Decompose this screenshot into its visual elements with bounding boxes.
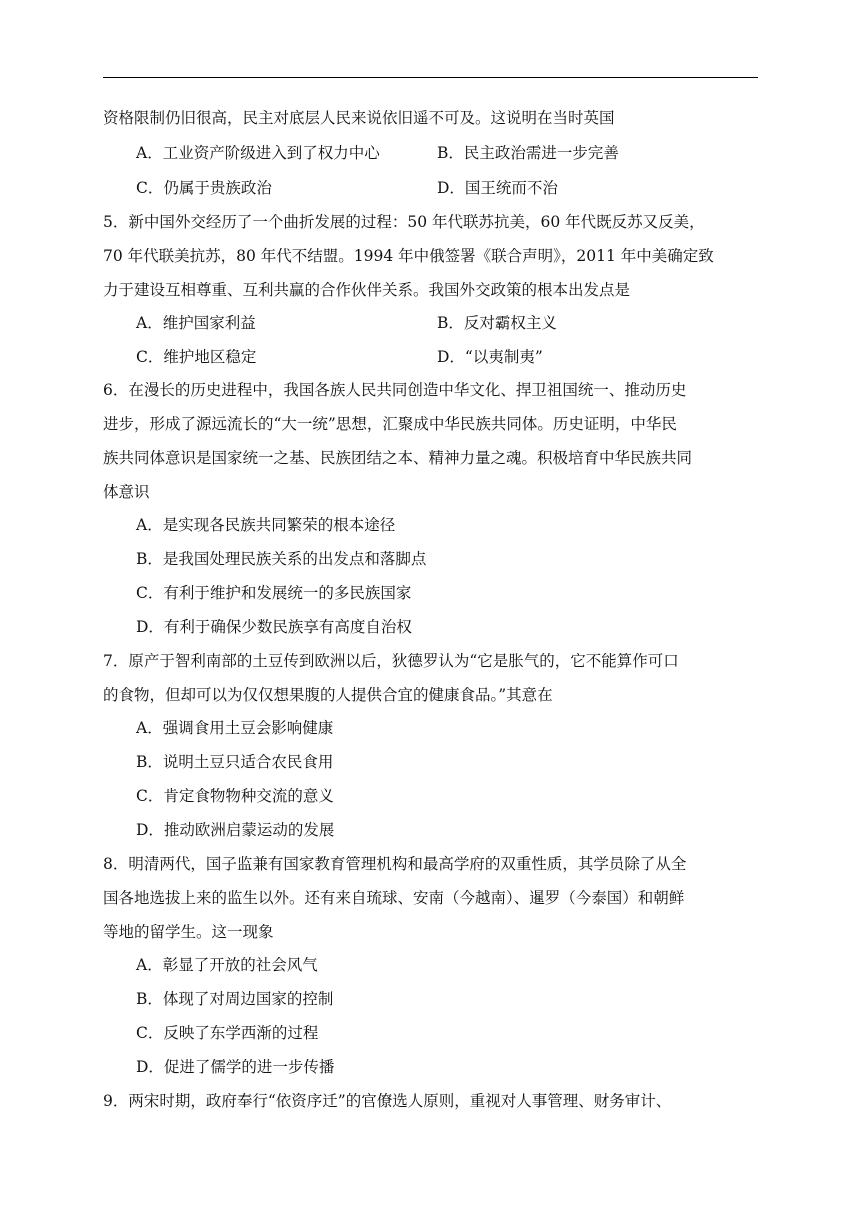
q5-stem-line: 70 年代联美抗苏，80 年代不结盟。1994 年中俄签署《联合声明》，2011 年中美确定致 <box>103 247 714 265</box>
q7-option-c: C．肯定食物物种交流的意义 <box>136 787 334 805</box>
q5-stem-line: 5．新中国外交经历了一个曲折发展的过程：50 年代联苏抗美，60 年代既反苏又反美， <box>103 213 705 231</box>
q5-option-b: B．反对霸权主义 <box>437 314 557 332</box>
q5-option-a: A．维护国家利益 <box>136 314 256 332</box>
q6-stem-line: 族共同体意识是国家统一之基、民族团结之本、精神力量之魂。积极培育中华民族共同 <box>103 449 693 467</box>
q8-option-a: A．彰显了开放的社会风气 <box>136 956 318 974</box>
q4-option-b: B．民主政治需进一步完善 <box>437 144 619 162</box>
q5-option-c: C．维护地区稳定 <box>136 348 257 366</box>
q8-option-d: D．促进了儒学的进一步传播 <box>136 1058 335 1076</box>
q7-option-b: B．说明土豆只适合农民食用 <box>136 753 334 771</box>
q8-stem-line: 等地的留学生。这一现象 <box>103 923 274 941</box>
q7-option-a: A．强调食用土豆会影响健康 <box>136 719 334 737</box>
q4-option-a: A．工业资产阶级进入到了权力中心 <box>136 144 380 162</box>
q6-option-b: B．是我国处理民族关系的出发点和落脚点 <box>136 550 427 568</box>
q5-stem-line: 力于建设互相尊重、互利共赢的合作伙伴关系。我国外交政策的根本出发点是 <box>103 281 631 299</box>
q6-option-a: A．是实现各民族共同繁荣的根本途径 <box>136 516 396 534</box>
q4-option-d: D．国王统而不治 <box>437 179 558 197</box>
q9-stem-line: 9．两宋时期，政府奉行“依资序迁”的官僚选人原则，重视对人事管理、财务审计、 <box>103 1092 672 1110</box>
q6-stem-line: 6．在漫长的历史进程中，我国各族人民共同创造中华文化、捍卫祖国统一、推动历史 <box>103 381 687 399</box>
q8-stem-line: 8．明清两代，国子监兼有国家教育管理机构和最高学府的双重性质，其学员除了从全 <box>103 855 687 873</box>
q7-stem-line: 的食物，但却可以为仅仅想果腹的人提供合宜的健康食品。”其意在 <box>103 686 553 704</box>
q6-stem-line: 体意识 <box>103 483 150 501</box>
q5-option-d: D．“以夷制夷” <box>437 348 543 366</box>
header-rule <box>103 77 758 78</box>
q6-stem-line: 进步，形成了源远流长的“大一统”思想，汇聚成中华民族共同体。历史证明，中华民 <box>103 415 677 433</box>
q8-option-b: B．体现了对周边国家的控制 <box>136 990 334 1008</box>
q6-option-d: D．有利于确保少数民族享有高度自治权 <box>136 618 412 636</box>
q7-stem-line: 7．原产于智利南部的土豆传到欧洲以后，狄德罗认为“它是胀气的，它不能算作可口 <box>103 652 679 670</box>
q8-stem-line: 国各地选拔上来的监生以外。还有来自琉球、安南（今越南）、暹罗（今泰国）和朝鲜 <box>103 889 685 907</box>
q7-option-d: D．推动欧洲启蒙运动的发展 <box>136 821 335 839</box>
q4-stem-continuation: 资格限制仍旧很高，民主对底层人民来说依旧遥不可及。这说明在当时英国 <box>103 109 615 127</box>
q8-option-c: C．反映了东学西渐的过程 <box>136 1024 319 1042</box>
q6-option-c: C．有利于维护和发展统一的多民族国家 <box>136 584 412 602</box>
q4-option-c: C．仍属于贵族政治 <box>136 179 272 197</box>
